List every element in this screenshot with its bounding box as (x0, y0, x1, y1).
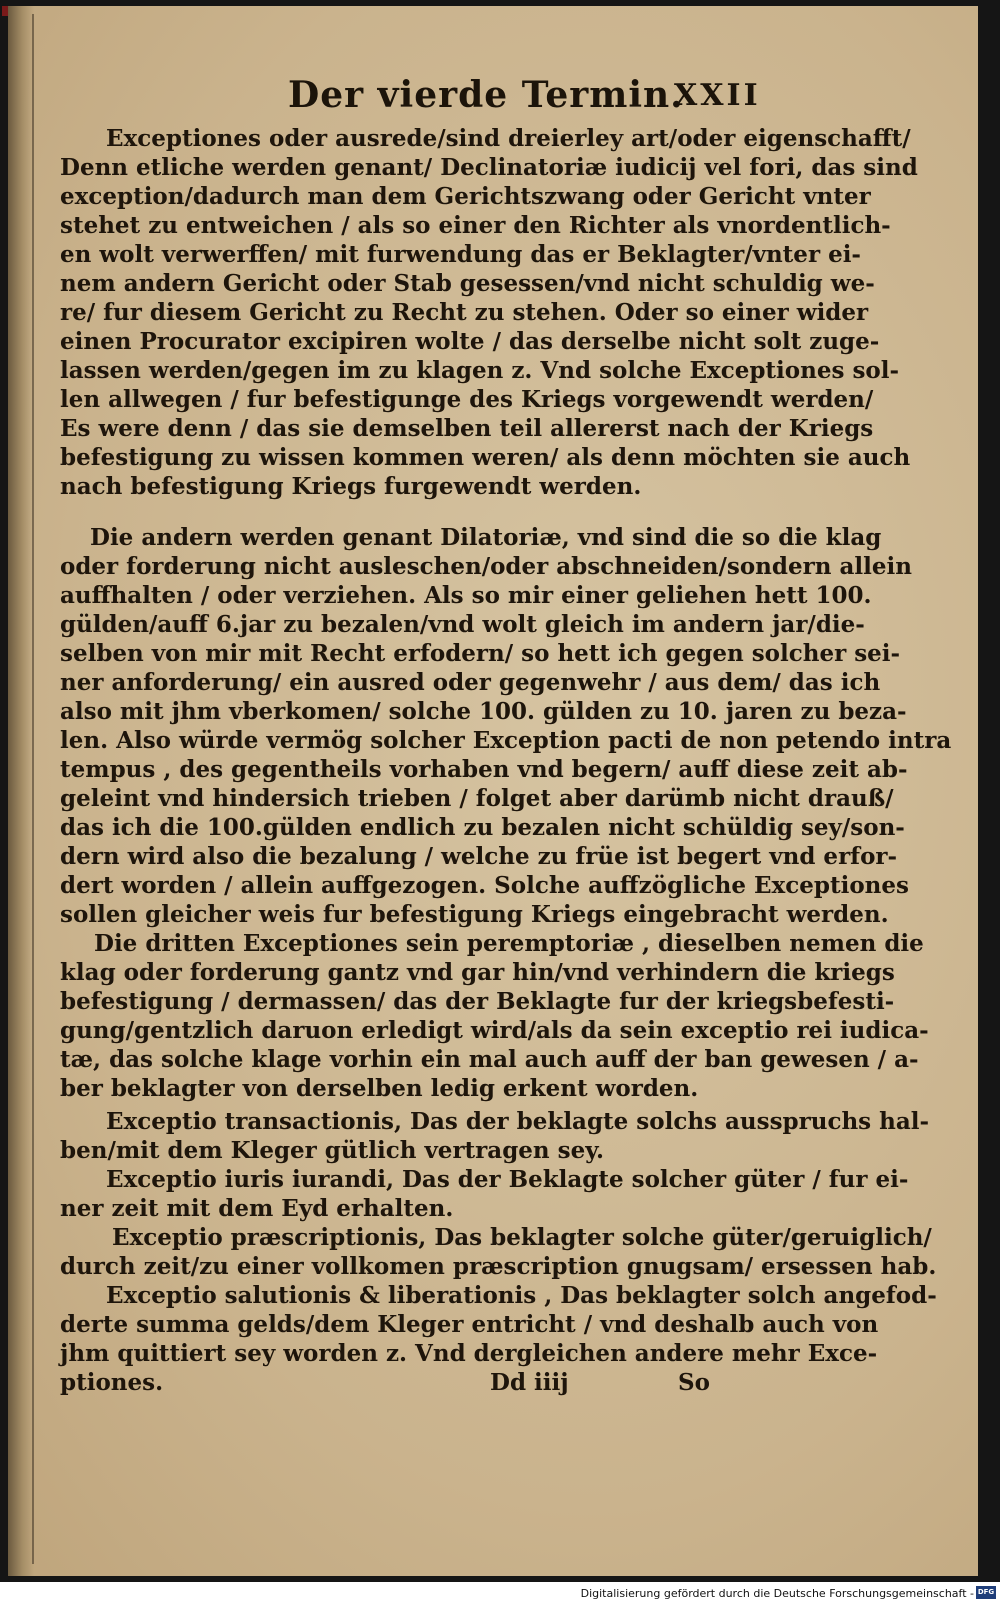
funding-credit: Digitalisierung gefördert durch die Deutsche Forschungsgemeinschaft - (580, 1587, 974, 1600)
text-line: Exceptio præscriptionis, Das beklagter solche güter/geruiglich/ (112, 1224, 932, 1251)
text-line: jhm quittiert sey worden z. Vnd dergleichen andere mehr Exce- (60, 1340, 878, 1367)
text-line: stehet zu entweichen / als so einer den Richter als vnordentlich- (60, 212, 891, 239)
text-line: das ich die 100.gülden endlich zu bezalen nicht schüldig sey/son- (60, 814, 905, 841)
text-block (60, 124, 952, 1398)
text-line: geleint vnd hindersich trieben / folget aber darümb nicht drauß/ (60, 785, 894, 812)
text-line: Exceptio iuris iurandi, Das der Beklagte solcher güter / fur ei- (106, 1166, 909, 1193)
text-line: also mit jhm vberkomen/ solche 100. gülden zu 10. jaren zu beza- (60, 698, 907, 725)
text-line: selben von mir mit Recht erfodern/ so hett ich gegen solcher sei- (60, 640, 901, 667)
text-line: exception/dadurch man dem Gerichtszwang oder Gericht vnter (60, 183, 871, 210)
text-line: gülden/auff 6.jar zu bezalen/vnd wolt gleich im andern jar/die- (60, 611, 865, 638)
text-line: nem andern Gericht oder Stab gesessen/vnd nicht schuldig we- (60, 270, 875, 297)
text-line: ber beklagter von derselben ledig erkent worden. (60, 1075, 699, 1102)
text-line: Exceptio salutionis & liberationis , Das beklagter solch angefod- (106, 1282, 937, 1309)
text-line: Denn etliche werden genant/ Declinatoriæ iudicij vel fori, das sind (60, 154, 918, 181)
folio-number: XXII (674, 78, 761, 113)
text-line: lassen werden/gegen im zu klagen z. Vnd solche Exceptiones sol- (60, 357, 900, 384)
book-page (8, 6, 978, 1576)
text-line: Exceptio transactionis, Das der beklagte solchs ausspruchs hal- (106, 1108, 930, 1135)
text-line: re/ fur diesem Gericht zu Recht zu stehen. Oder so einer wider (60, 299, 869, 326)
text-line: dern wird also die bezalung / welche zu früe ist begert vnd erfor- (60, 843, 898, 870)
text-line: gung/gentzlich daruon erledigt wird/als da sein exceptio rei iudica- (60, 1017, 929, 1044)
text-line: Exceptiones oder ausrede/sind dreierley art/oder eigenschafft/ (106, 125, 911, 152)
page-gutter (8, 6, 34, 1576)
text-line: tempus , des gegentheils vorhaben vnd begern/ auff diese zeit ab- (60, 756, 908, 783)
text-line: oder forderung nicht ausleschen/oder abschneiden/sondern allein (60, 553, 912, 580)
catchword: So (678, 1369, 710, 1396)
final-line (60, 1368, 740, 1398)
text-line: Die andern werden genant Dilatoriæ, vnd sind die so die klag (90, 524, 882, 551)
text-line: einen Procurator excipiren wolte / das derselbe nicht solt zuge- (60, 328, 880, 355)
text-line: Die dritten Exceptiones sein peremptoriæ , dieselben nemen die (94, 930, 924, 957)
dfg-logo: DFG (976, 1586, 996, 1599)
running-title: Der vierde Termin. (288, 74, 684, 116)
text-line: klag oder forderung gantz vnd gar hin/vnd verhindern die kriegs (60, 959, 895, 986)
text-line: durch zeit/zu einer vollkomen præscription gnugsam/ ersessen hab. (60, 1253, 937, 1280)
text-line: ben/mit dem Kleger gütlich vertragen sey. (60, 1137, 604, 1164)
text-line: auffhalten / oder verziehen. Als so mir einer geliehen hett 100. (60, 582, 872, 609)
text-line: ner anforderung/ ein ausred oder gegenwehr / aus dem/ das ich (60, 669, 881, 696)
text-line: befestigung zu wissen kommen weren/ als denn möchten sie auch (60, 444, 911, 471)
text-line: befestigung / dermassen/ das der Beklagte fur der kriegsbefesti- (60, 988, 895, 1015)
text-line: tæ, das solche klage vorhin ein mal auch auff der ban gewesen / a- (60, 1046, 919, 1073)
text-line: ner zeit mit dem Eyd erhalten. (60, 1195, 454, 1222)
signature-mark: Dd iiij (490, 1369, 569, 1396)
text-line: dert worden / allein auffgezogen. Solche auffzögliche Exceptiones (60, 872, 909, 899)
text-line: Es were denn / das sie demselben teil allererst nach der Kriegs (60, 415, 874, 442)
last-word: ptiones. (60, 1369, 164, 1396)
page-edge-line (32, 14, 34, 1564)
text-line: nach befestigung Kriegs furgewendt werden. (60, 473, 642, 500)
text-line: len allwegen / fur befestigunge des Kriegs vorgewendt werden/ (60, 386, 874, 413)
text-line: sollen gleicher weis fur befestigung Kriegs eingebracht werden. (60, 901, 889, 928)
text-line: len. Also würde vermög solcher Exception pacti de non petendo intra (60, 727, 952, 754)
text-line: derte summa gelds/dem Kleger entricht / vnd deshalb auch von (60, 1311, 879, 1338)
text-line: en wolt verwerffen/ mit furwendung das er Beklagter/vnter ei- (60, 241, 861, 268)
